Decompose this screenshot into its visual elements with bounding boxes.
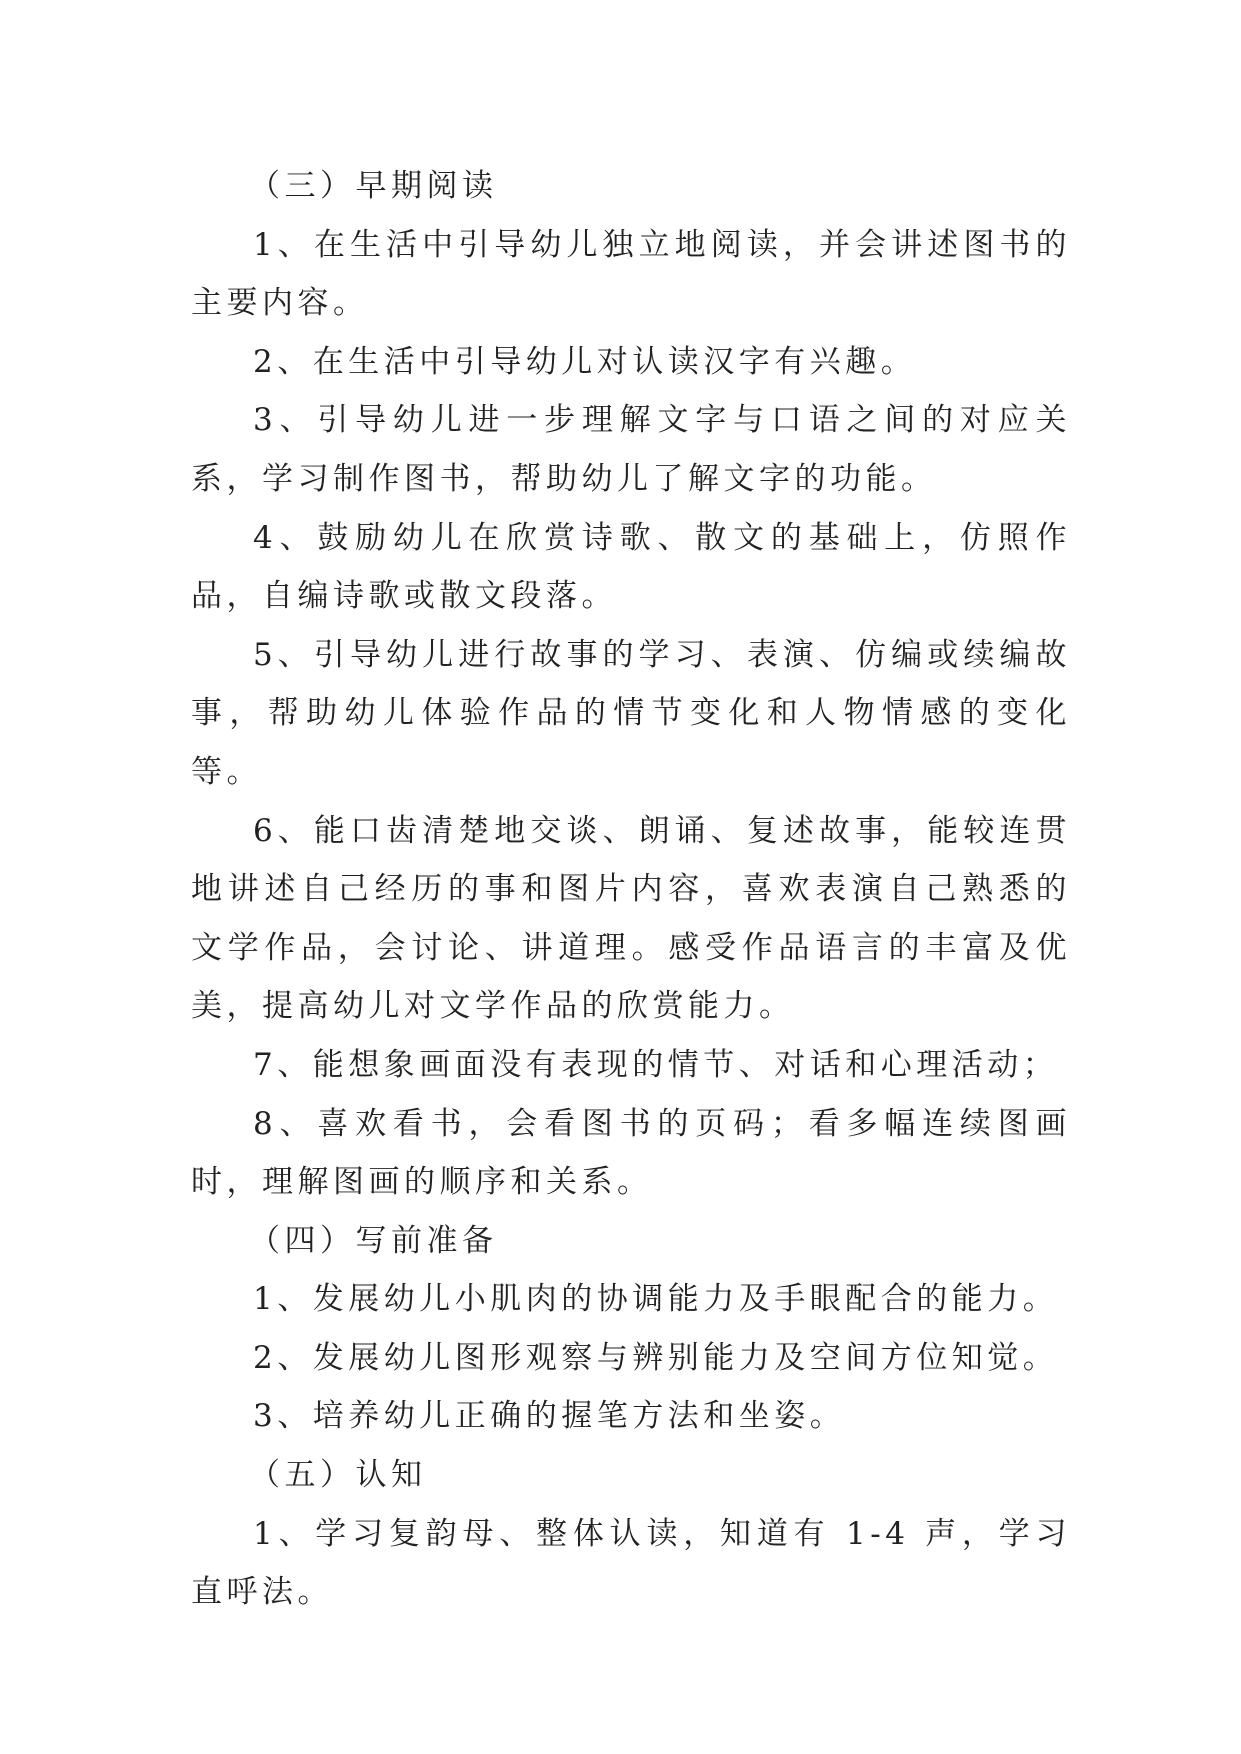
list-item: 1、发展幼儿小肌肉的协调能力及手眼配合的能力。	[253, 1281, 1059, 1318]
list-item: 5、引导幼儿进行故事的学习、表演、仿编或续编故事，帮助幼儿体验作品的情节变化和人物情感的变化等。	[191, 636, 1071, 790]
document-body	[191, 157, 1071, 1622]
section-heading-cognition: （五）认知	[249, 1457, 427, 1494]
list-item: 3、引导幼儿进一步理解文字与口语之间的对应关系，学习制作图书，帮助幼儿了解文字的功能。	[191, 402, 1071, 497]
list-item: 2、发展幼儿图形观察与辨别能力及空间方位知觉。	[253, 1339, 1059, 1376]
list-item: 3、培养幼儿正确的握笔方法和坐姿。	[253, 1398, 846, 1435]
list-item: 8、喜欢看书，会看图书的页码；看多幅连续图画时，理解图画的顺序和关系。	[191, 1105, 1071, 1201]
list-item: 2、在生活中引导幼儿对认读汉字有兴趣。	[253, 343, 917, 380]
list-item: 1、在生活中引导幼儿独立地阅读，并会讲述图书的主要内容。	[191, 226, 1071, 322]
list-item: 7、能想象画面没有表现的情节、对话和心理活动；	[253, 1046, 1059, 1083]
list-item: 6、能口齿清楚地交谈、朗诵、复述故事，能较连贯地讲述自己经历的事和图片内容，喜欢表演自己熟悉的文学作品，会讨论、讲道理。感受作品语言的丰富及优美，提高幼儿对文学作品的欣赏能力。	[191, 812, 1071, 1025]
list-item: 4、鼓励幼儿在欣赏诗歌、散文的基础上，仿照作品，自编诗歌或散文段落。	[191, 519, 1071, 615]
section-heading-early-reading: （三）早期阅读	[249, 168, 498, 204]
list-item: 1、学习复韵母、整体认读，知道有 1-4 声，学习直呼法。	[191, 1515, 1071, 1611]
section-heading-pre-writing: （四）写前准备	[249, 1222, 498, 1259]
